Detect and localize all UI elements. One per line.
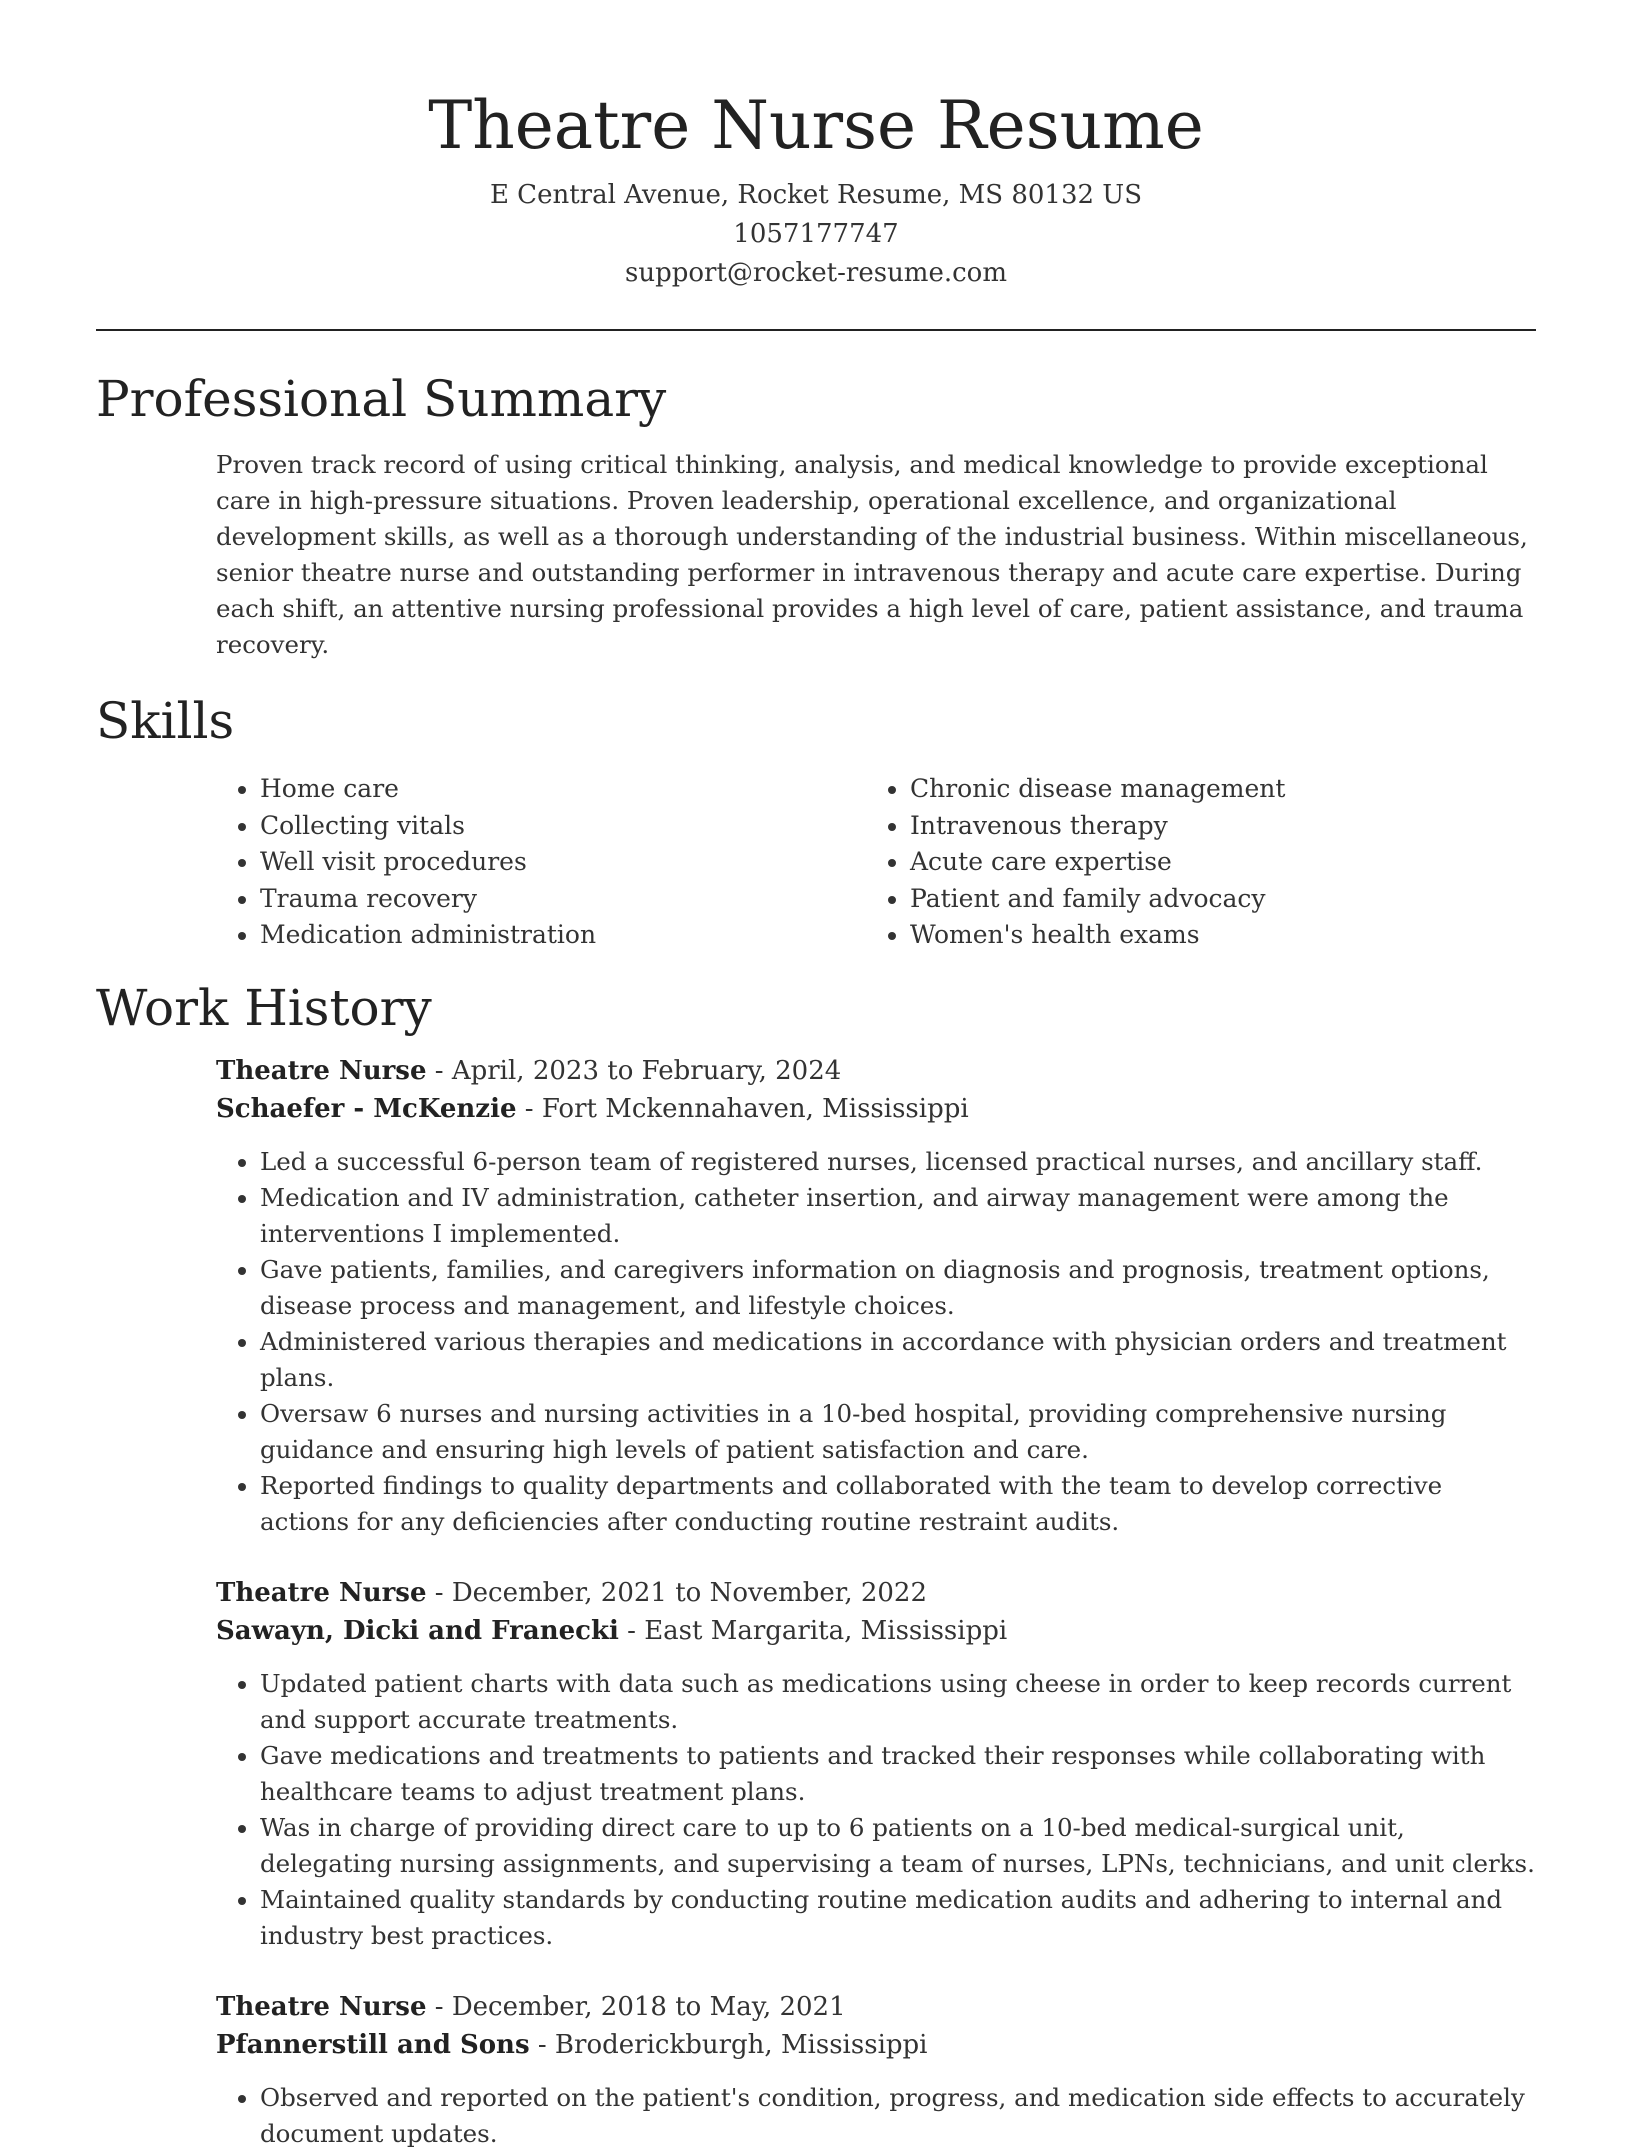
skills-section xyxy=(96,691,1536,954)
job-bullet: • Gave medications and treatments to patients and tracked their responses while collaborating with healthcare teams to adjust treatment plans. xyxy=(260,1738,1536,1810)
job-company: Pfannerstill and Sons xyxy=(216,2029,530,2060)
job-employer-line xyxy=(216,1612,1536,1650)
job-title-line xyxy=(216,1574,1536,1612)
skill-item: • Medication administration xyxy=(260,917,866,954)
skill-item: • Women's health exams xyxy=(910,917,1510,954)
skill-item: • Patient and family advocacy xyxy=(910,881,1510,918)
skill-item: • Trauma recovery xyxy=(260,881,866,918)
job-bullet: • Oversaw 6 nurses and nursing activities in a 10-bed hospital, providing comprehensive nursing guidance and ensuring high levels of patient satisfaction and care. xyxy=(260,1396,1536,1468)
job-dates: - December, 2021 to November, 2022 xyxy=(426,1577,928,1608)
skill-item: • Intravenous therapy xyxy=(910,808,1510,845)
skill-item: • Acute care expertise xyxy=(910,844,1510,881)
job-dates: - April, 2023 to February, 2024 xyxy=(426,1055,842,1086)
contact-block xyxy=(96,176,1536,293)
job-bullet: • Maintained quality standards by conducting routine medication audits and adhering to internal and industry best practices. xyxy=(260,1882,1536,1954)
job-bullet: • Medication and IV administration, catheter insertion, and airway management were among the interventions I implemented. xyxy=(260,1180,1536,1252)
job-title-line xyxy=(216,1052,1536,1090)
job-title: Theatre Nurse xyxy=(216,1991,427,2022)
job-bullets xyxy=(216,1666,1536,1954)
contact-address: E Central Avenue, Rocket Resume, MS 80132 US xyxy=(489,180,1143,210)
work-history-heading: Work History xyxy=(96,978,432,1037)
skill-item: • Well visit procedures xyxy=(260,844,866,881)
contact-email: support@rocket-resume.com xyxy=(624,258,1007,288)
header-divider xyxy=(96,329,1536,331)
job-company: Sawayn, Dicki and Franecki xyxy=(216,1615,619,1646)
job-dates: - December, 2018 to May, 2021 xyxy=(426,1991,846,2022)
skills-list-left xyxy=(216,771,866,954)
skill-item: • Home care xyxy=(260,771,866,808)
job-company: Schaefer - McKenzie xyxy=(216,1093,517,1124)
work-history-section xyxy=(96,978,1536,2152)
job-bullet: • Reported findings to quality departments and collaborated with the team to develop corrective actions for any deficiencies after conducting routine restraint audits. xyxy=(260,1468,1536,1540)
job-title: Theatre Nurse xyxy=(216,1577,427,1608)
job-location: - Broderickburgh, Mississippi xyxy=(529,2029,928,2060)
skills-columns xyxy=(216,771,1536,954)
job-title: Theatre Nurse xyxy=(216,1055,427,1086)
job-bullet: • Administered various therapies and medications in accordance with physician orders and treatment plans. xyxy=(260,1324,1536,1396)
job-bullet: • Gave patients, families, and caregivers information on diagnosis and prognosis, treatment options, disease process and management, and lifestyle choices. xyxy=(260,1252,1536,1324)
job-bullet: • Led a successful 6-person team of registered nurses, licensed practical nurses, and ancillary staff. xyxy=(260,1144,1536,1180)
resume-title: Theatre Nurse Resume xyxy=(428,87,1204,164)
job-entry xyxy=(216,1988,1536,2152)
summary-heading: Professional Summary xyxy=(96,370,667,428)
job-bullet: • Updated patient charts with data such as medications using cheese in order to keep records current and support accurate treatments. xyxy=(260,1666,1536,1738)
contact-phone: 1057177747 xyxy=(733,219,899,249)
job-bullet: • Observed and reported on the patient's condition, progress, and medication side effects to accurately document updates. xyxy=(260,2080,1536,2152)
resume-page xyxy=(96,0,1536,2152)
job-bullets xyxy=(216,1144,1536,1540)
resume-header xyxy=(96,0,1536,293)
job-entry xyxy=(216,1574,1536,1954)
job-location: - East Margarita, Mississippi xyxy=(618,1615,1008,1646)
summary-section xyxy=(96,369,1536,663)
skill-item: • Collecting vitals xyxy=(260,808,866,845)
job-location: - Fort Mckennahaven, Mississippi xyxy=(516,1093,969,1124)
job-bullet: • Was in charge of providing direct care to up to 6 patients on a 10-bed medical-surgical unit, delegating nursing assignments, and supervising a team of nurses, LPNs, technicians, and unit clerks. xyxy=(260,1810,1536,1882)
job-bullets xyxy=(216,2080,1536,2152)
job-entry xyxy=(216,1052,1536,1540)
skills-list-right xyxy=(866,771,1510,954)
skills-heading: Skills xyxy=(96,692,235,750)
job-employer-line xyxy=(216,1090,1536,1128)
skill-item: • Chronic disease management xyxy=(910,771,1510,808)
job-title-line xyxy=(216,1988,1536,2026)
job-employer-line xyxy=(216,2026,1536,2064)
summary-text: Proven track record of using critical thinking, analysis, and medical knowledge to provide exceptional care in high-pressure situations. Proven leadership, operational excellence, and organizational development skills, as well as a thorough understanding of the industrial business. Within miscellaneous, senior theatre nurse and outstanding performer in intravenous therapy and acute care expertise. During each shift, an attentive nursing professional provides a high level of care, patient assistance, and trauma recovery. xyxy=(216,450,1528,659)
